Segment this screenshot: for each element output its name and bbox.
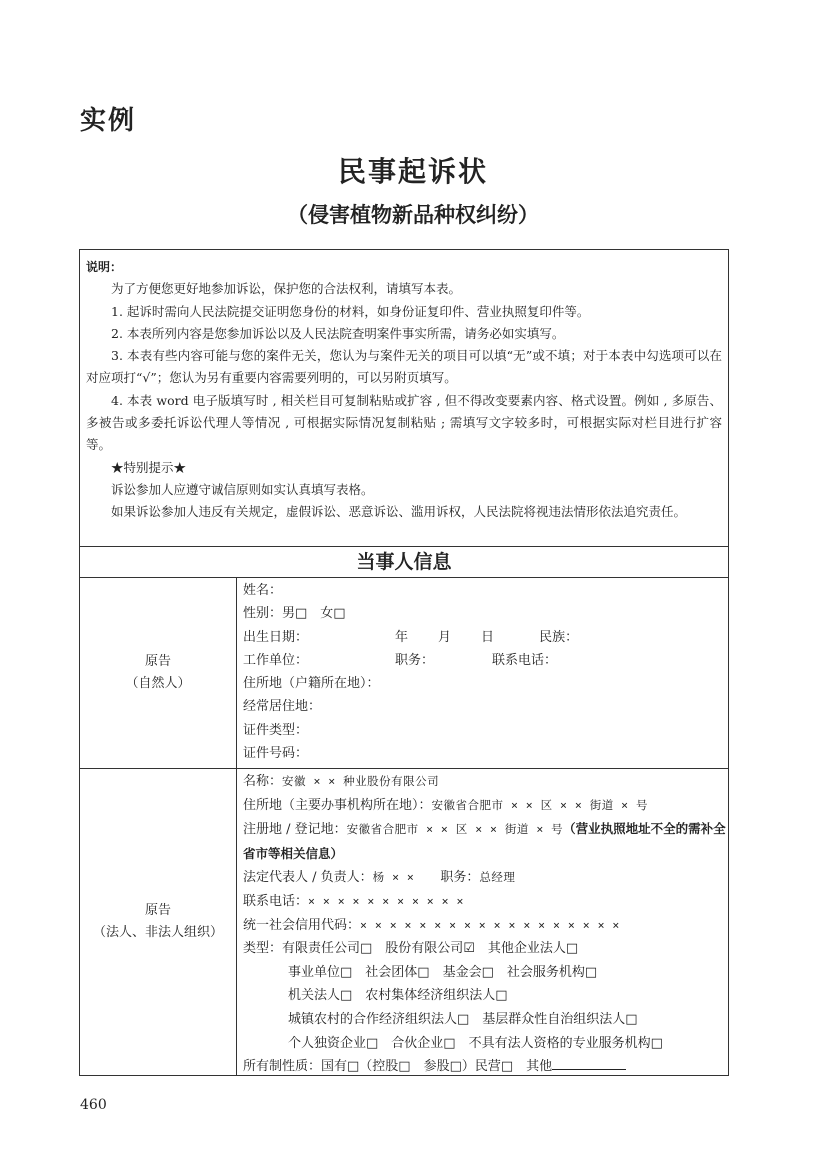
special-notice-title: ★特别提示★ (111, 459, 187, 475)
plaintiff-label: 原告 (144, 654, 171, 669)
credit-code-field[interactable] (243, 914, 728, 938)
rep-position-value: 总经理 (479, 870, 516, 885)
document-title: 民事起诉状 (337, 155, 488, 188)
ethnicity-label: 民族： (539, 629, 579, 645)
entity-type-options-2[interactable]: 事业单位□ 社会团体□ 基金会□ 社会服务机构□ (288, 964, 598, 980)
registered-address-note: （营业执照地址不全的需补全省市等相关信息） (243, 821, 726, 861)
name-field[interactable]: 姓名： (243, 583, 283, 598)
natural-person-label: （自然人） (125, 676, 191, 691)
company-domicile-field[interactable] (243, 794, 728, 818)
legal-representative-field[interactable] (243, 866, 728, 890)
id-type-field[interactable]: 证件类型： (243, 722, 309, 738)
plaintiff-legal-fields (237, 769, 728, 1075)
rep-position-label: 职务： (440, 870, 480, 886)
birth-date-label: 出生日期： (243, 629, 309, 645)
day-label: 日 (481, 629, 495, 645)
instruction-item-2: 2. 本表所列内容是您参加诉讼以及人民法院查明案件事实所需，请务必如实填写。 (111, 325, 565, 341)
entity-type-options-5[interactable]: 个人独资企业□ 合伙企业□ 不具有法人资格的专业服务机构□ (288, 1035, 663, 1051)
plaintiff-label: 原告 (144, 903, 171, 918)
document-subtitle: （侵害植物新品种权纠纷） (287, 203, 539, 227)
plaintiff-natural-label (80, 578, 237, 768)
ownership-options: 所有制性质：国有□（控股□ 参股□）民营□ 其他 (243, 1059, 553, 1075)
entity-type-options-1[interactable]: 类型：有限责任公司□ 股份有限公司☑ 其他企业法人□ (243, 941, 579, 957)
page-number: 460 (80, 1097, 107, 1113)
special-notice-2: 如果诉讼参加人违反有关规定，虚假诉讼、恶意诉讼、滥用诉权，人民法院将视违法情形依法追究责任。 (111, 504, 687, 520)
plaintiff-legal-person-row (80, 769, 728, 1075)
special-notice-1: 诉讼参加人应遵守诚信原则如实认真填写表格。 (111, 481, 374, 497)
registered-address-field[interactable] (243, 817, 728, 866)
company-name-field[interactable] (243, 770, 728, 794)
ownership-field[interactable] (243, 1055, 728, 1079)
instruction-item-4: 4. 本表 word 电子版填写时 , 相关栏目可复制粘贴或扩容 , 但不得改变要素内容、格式设置。例如 , 多原告、多被告或多委托诉讼代理人等情况 , 可根据实际情况复制粘贴 ; 需填写文字较多时，可根据实际对栏目进行扩容等。 (86, 392, 722, 453)
month-label: 月 (438, 629, 452, 645)
complaint-form (79, 249, 729, 1076)
year-label: 年 (395, 629, 409, 645)
company-domicile-value: 安徽省合肥市 × × 区 × × 街道 × 号 (431, 797, 649, 812)
plaintiff-legal-label (80, 769, 237, 1075)
entity-type-options-4[interactable]: 城镇农村的合作经济组织法人□ 基层群众性自治组织法人□ (288, 1011, 638, 1027)
instruction-item-1: 1. 起诉时需向人民法院提交证明您身份的材料，如身份证复印件、营业执照复印件等。 (111, 303, 590, 319)
birth-date-field[interactable] (243, 626, 728, 649)
company-phone-value: × × × × × × × × × × × (308, 893, 464, 908)
gender-field[interactable]: 性别：男□ 女□ (243, 606, 346, 622)
instructions-heading: 说明： (86, 260, 123, 274)
instructions-intro: 为了方便您更好地参加诉讼，保护您的合法权利，请填写本表。 (111, 281, 462, 297)
company-phone-label: 联系电话： (243, 893, 309, 909)
phone-label: 联系电话： (492, 652, 558, 668)
ownership-other-blank[interactable] (552, 1056, 626, 1070)
legal-person-label: （法人、非法人组织） (92, 925, 223, 940)
instructions-section (80, 250, 728, 547)
employer-label: 工作单位： (243, 652, 309, 668)
instruction-item-3: 3. 本表有些内容可能与您的案件无关，您认为与案件无关的项目可以填“无”或不填；对于本表中勾选项可以在对应项打“√”；您认为另有重要内容需要列明的，可以另附页填写。 (86, 348, 722, 386)
representative-value: 杨 × × (372, 870, 415, 885)
residence-field[interactable]: 经常居住地： (243, 699, 322, 715)
registered-address-label: 注册地 / 登记地： (243, 822, 347, 838)
section-label: 实例 (80, 106, 137, 136)
company-phone-field[interactable] (243, 890, 728, 914)
credit-code-value: × × × × × × × × × × × × × × × × × × (360, 917, 620, 932)
employer-field[interactable] (243, 649, 728, 672)
domicile-field[interactable]: 住所地（户籍所在地）： (243, 676, 380, 692)
plaintiff-natural-person-row (80, 578, 728, 769)
representative-label: 法定代表人 / 负责人： (243, 870, 373, 886)
entity-type-options-3[interactable]: 机关法人□ 农村集体经济组织法人□ (288, 988, 508, 1004)
plaintiff-natural-fields (237, 578, 728, 768)
credit-code-label: 统一社会信用代码： (243, 917, 361, 933)
company-name-value: 安徽 × × 种业股份有限公司 (282, 774, 440, 788)
company-name-label: 名称： (243, 774, 283, 789)
position-label: 职务： (395, 652, 435, 668)
company-domicile-label: 住所地（主要办事机构所在地）： (243, 797, 432, 813)
party-info-header: 当事人信息 (80, 547, 728, 578)
id-number-field[interactable]: 证件号码： (243, 746, 309, 762)
registered-address-value: 安徽省合肥市 × × 区 × × 街道 × 号 (346, 822, 564, 837)
